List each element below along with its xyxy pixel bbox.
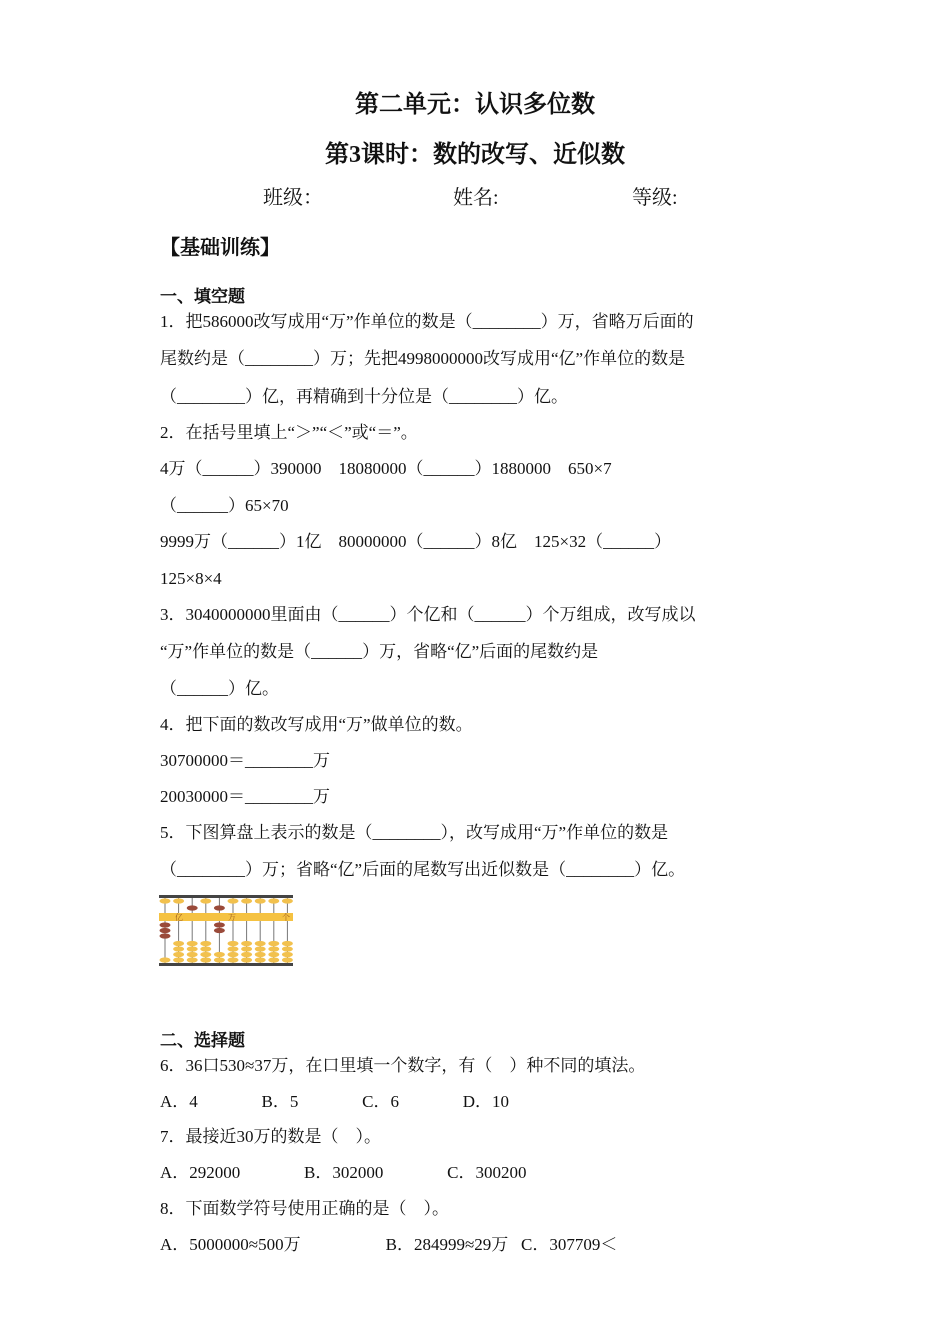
section-basic: 【基础训练】 <box>160 237 280 259</box>
abacus-label: 个 <box>282 913 290 922</box>
abacus-bead <box>187 946 198 951</box>
abacus-bead <box>268 946 279 951</box>
class-label: 班级： <box>263 187 323 209</box>
abacus-bead <box>214 957 225 962</box>
abacus-label: 万 <box>228 913 236 922</box>
abacus-bead <box>214 928 225 933</box>
abacus-bead <box>228 952 239 957</box>
question-line: 4万（______）390000 18080000（______）1880000 650×7 <box>160 459 612 478</box>
question-line: 7．最接近30万的数是（ ）。 <box>160 1127 381 1146</box>
abacus-bead <box>268 898 279 903</box>
page-title: 第二单元：认识多位数 <box>355 92 595 118</box>
question-line: 9999万（______）1亿 80000000（______）8亿 125×32（______） <box>160 532 672 551</box>
abacus-bead <box>187 905 198 910</box>
abacus-bead <box>187 941 198 946</box>
abacus-bead <box>160 933 171 938</box>
question-line: （________）亿，再精确到十分位是（________）亿。 <box>160 387 568 406</box>
abacus-bead <box>160 928 171 933</box>
abacus-bead <box>255 952 266 957</box>
question-line: 2．在括号里填上“＞”“＜”或“＝”。 <box>160 423 418 442</box>
abacus-bead <box>282 952 293 957</box>
question-line: 1．把586000改写成用“万”作单位的数是（________）万，省略万后面的 <box>160 312 694 331</box>
abacus-bead <box>282 946 293 951</box>
abacus-bead <box>255 957 266 962</box>
abacus-bead <box>228 898 239 903</box>
question-line: 5．下图算盘上表示的数是（________），改写成用“万”作单位的数是 <box>160 823 669 842</box>
abacus-bead <box>173 952 184 957</box>
abacus-bead <box>200 946 211 951</box>
abacus-label: 亿 <box>175 913 183 922</box>
abacus-bead <box>241 898 252 903</box>
question-line: 4．把下面的数改写成用“万”做单位的数。 <box>160 715 473 734</box>
abacus-bead <box>282 941 293 946</box>
abacus-bead <box>200 952 211 957</box>
abacus-bead <box>160 898 171 903</box>
abacus-bead <box>282 898 293 903</box>
options-line: A．4 B．5 C．6 D．10 <box>160 1092 509 1111</box>
question-line: 30700000＝________万 <box>160 751 330 770</box>
question-line: “万”作单位的数是（______）万，省略“亿”后面的尾数约是 <box>160 642 599 661</box>
abacus-bead <box>241 957 252 962</box>
question-line: 8．下面数学符号使用正确的是（ ）。 <box>160 1199 449 1218</box>
question-line: （________）万；省略“亿”后面的尾数写出近似数是（________）亿。 <box>160 860 686 879</box>
abacus-bead <box>255 898 266 903</box>
abacus-bead <box>228 957 239 962</box>
abacus-bead <box>228 946 239 951</box>
abacus-bead <box>255 946 266 951</box>
options-line: A．292000 B．302000 C．300200 <box>160 1163 527 1182</box>
abacus-bead <box>241 952 252 957</box>
abacus-bead <box>173 946 184 951</box>
question-line: 20030000＝________万 <box>160 787 330 806</box>
abacus-bead <box>241 946 252 951</box>
abacus-bead <box>214 952 225 957</box>
grade-label: 等级: <box>632 187 678 209</box>
abacus-bead <box>268 957 279 962</box>
question-line: 125×8×4 <box>160 569 222 588</box>
abacus-bead <box>214 905 225 910</box>
question-line: （______）65×70 <box>160 496 289 515</box>
abacus-bead <box>160 922 171 927</box>
abacus-bead <box>173 957 184 962</box>
abacus-bead <box>200 957 211 962</box>
abacus-bead <box>228 941 239 946</box>
question-line: 6．36口530≈37万，在口里填一个数字，有（ ）种不同的填法。 <box>160 1056 646 1075</box>
abacus-bead <box>200 941 211 946</box>
abacus-bead <box>173 898 184 903</box>
page-subtitle: 第3课时：数的改写、近似数 <box>325 142 625 168</box>
options-line: A．5000000≈500万 B．284999≈29万 C．307709＜ <box>160 1235 618 1254</box>
abacus-bead <box>173 941 184 946</box>
abacus-bead <box>200 898 211 903</box>
abacus-bead <box>241 941 252 946</box>
abacus-bead <box>268 941 279 946</box>
abacus-image <box>159 895 293 967</box>
abacus-bead <box>282 957 293 962</box>
abacus-bead <box>160 957 171 962</box>
question-line: 尾数约是（________）万；先把4998000000改写成用“亿”作单位的数是 <box>160 349 686 368</box>
part1-heading: 一、填空题 <box>160 287 245 306</box>
abacus-bead <box>255 941 266 946</box>
question-line: 3．3040000000里面由（______）个亿和（______）个万组成，改写成以 <box>160 605 696 624</box>
name-label: 姓名: <box>453 187 499 209</box>
part2-heading: 二、选择题 <box>160 1031 245 1050</box>
abacus-bead <box>187 952 198 957</box>
abacus-bead <box>187 957 198 962</box>
abacus-bead <box>214 922 225 927</box>
question-line: （______）亿。 <box>160 679 279 698</box>
abacus-bead <box>268 952 279 957</box>
